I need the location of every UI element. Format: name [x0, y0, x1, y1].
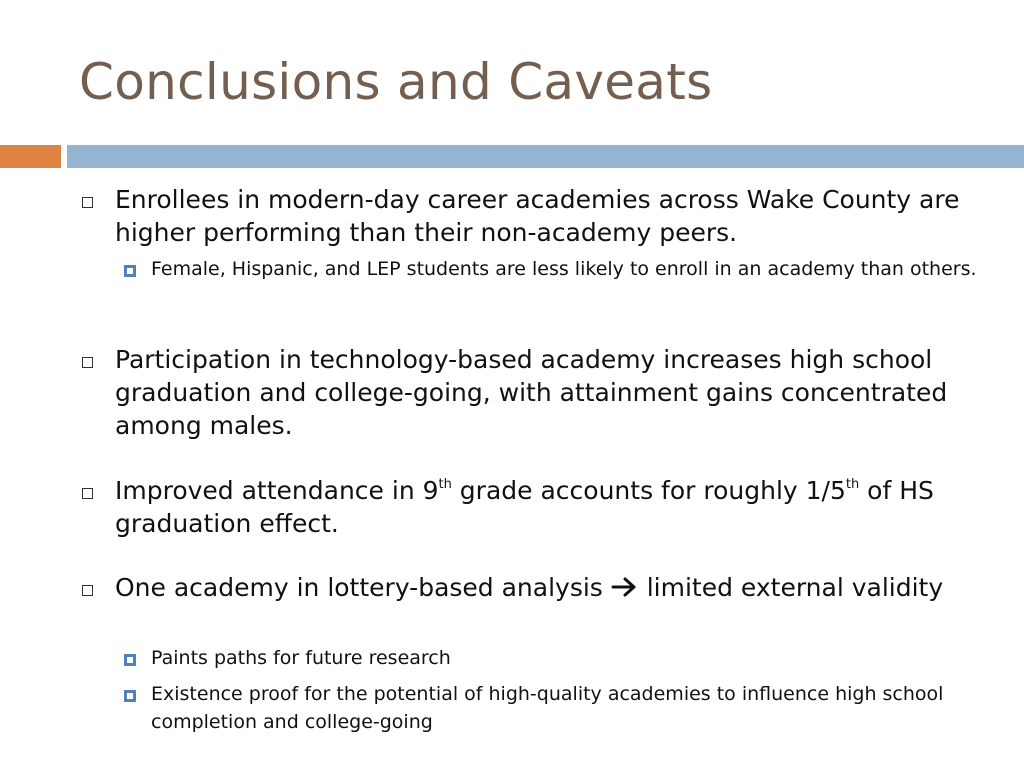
- slide-title: Conclusions and Caveats: [79, 53, 713, 111]
- ordinal-suffix: th: [438, 476, 452, 492]
- ordinal-suffix: th: [845, 476, 860, 492]
- sub-bullet-1-1-text: Female, Hispanic, and LEP students are less likely to enroll in an academy than others.: [151, 258, 977, 280]
- sub-bullet-4-1-text: Paints paths for future research: [151, 647, 451, 669]
- bullet-3-text-part1: Improved attendance in 9: [115, 476, 439, 505]
- bullet-4-text: [115, 571, 965, 604]
- bullet-3-text: [115, 474, 965, 540]
- bullet-2-text: Participation in technology-based academy increases high school graduation and college-going, with attainment gains concentrated among males.: [115, 345, 948, 440]
- square-sub-bullet-icon: [124, 654, 136, 666]
- square-bullet-icon: [82, 585, 93, 596]
- bullet-1-text: Enrollees in modern-day career academies across Wake County are higher performing than their non-academy peers.: [115, 185, 960, 247]
- right-arrow-icon: [611, 576, 639, 598]
- square-bullet-icon: [82, 357, 93, 368]
- bullet-4-text-part1: One academy in lottery-based analysis: [115, 573, 611, 602]
- bullet-3-text-part2: grade accounts for roughly 1/5: [451, 476, 846, 505]
- bullet-3-text-part3: of HS graduation effect.: [115, 476, 934, 538]
- sub-bullet-4-2-text: Existence proof for the potential of high-quality academies to influence high school completion and college-going: [151, 683, 944, 733]
- square-sub-bullet-icon: [124, 265, 136, 277]
- square-bullet-icon: [82, 488, 93, 499]
- square-bullet-icon: [82, 197, 93, 208]
- bullet-4-text-part2: limited external validity: [638, 573, 944, 602]
- square-sub-bullet-icon: [124, 690, 136, 702]
